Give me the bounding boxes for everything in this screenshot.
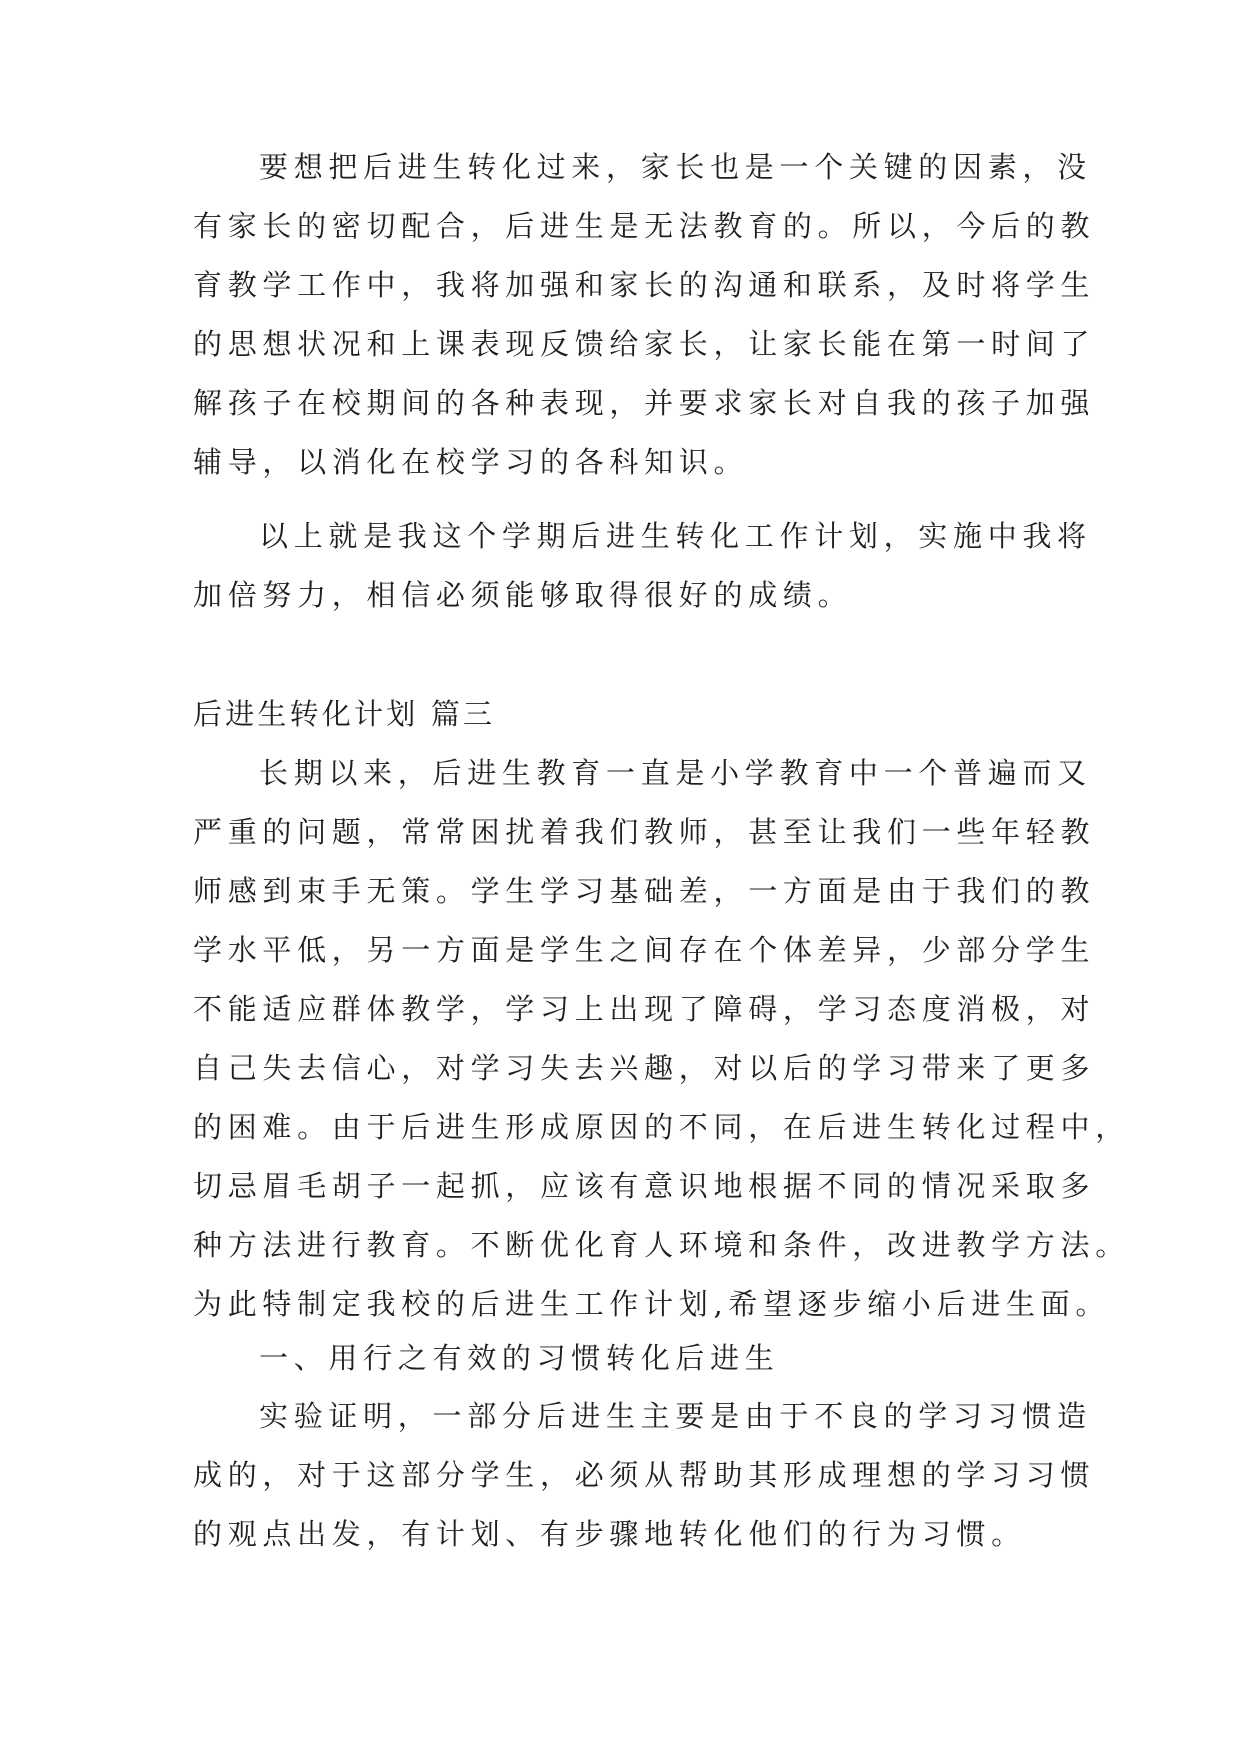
text-line: 种方法进行教育。不断优化育人环境和条件，改进教学方法。	[193, 1228, 1130, 1262]
text-line: 要想把后进生转化过来，家长也是一个关键的因素，没	[259, 150, 1092, 184]
paragraph-conclusion	[193, 507, 1092, 625]
text-line: 解孩子在校期间的各种表现，并要求家长对自我的孩子加强	[193, 386, 1096, 420]
text-line: 长期以来，后进生教育一直是小学教育中一个普遍而又	[259, 756, 1092, 790]
text-line: 的思想状况和上课表现反馈给家长，让家长能在第一时间了	[193, 327, 1096, 361]
subheading-habits	[193, 1329, 1053, 1388]
subheading-text: 一、用行之有效的习惯转化后进生	[259, 1341, 780, 1375]
text-line: 以上就是我这个学期后进生转化工作计划，实施中我将	[259, 519, 1092, 553]
text-line: 加倍努力，相信必须能够取得很好的成绩。	[193, 578, 853, 612]
text-line: 学水平低，另一方面是学生之间存在个体差异，少部分学生	[193, 933, 1096, 967]
paragraph-parents-role	[193, 138, 1096, 492]
text-line: 的观点出发，有计划、有步骤地转化他们的行为习惯。	[193, 1517, 1026, 1551]
text-line: 成的，对于这部分学生，必须从帮助其形成理想的学习习惯	[193, 1458, 1096, 1492]
text-line: 实验证明，一部分后进生主要是由于不良的学习习惯造	[259, 1399, 1092, 1433]
paragraph-introduction	[193, 744, 1130, 1334]
text-line: 严重的问题，常常困扰着我们教师，甚至让我们一些年轻教	[193, 815, 1096, 849]
text-line: 切忌眉毛胡子一起抓，应该有意识地根据不同的情况采取多	[193, 1169, 1096, 1203]
paragraph-experiment	[193, 1387, 1096, 1564]
text-line: 为此特制定我校的后进生工作计划,希望逐步缩小后进生面。	[193, 1287, 1111, 1321]
text-line: 育教学工作中，我将加强和家长的沟通和联系，及时将学生	[193, 268, 1096, 302]
section-heading: 后进生转化计划 篇三	[193, 697, 496, 731]
text-line: 不能适应群体教学，学习上出现了障碍，学习态度消极，对	[193, 992, 1096, 1026]
text-line: 有家长的密切配合，后进生是无法教育的。所以，今后的教	[193, 209, 1096, 243]
text-line: 辅导，以消化在校学习的各科知识。	[193, 445, 749, 479]
text-line: 师感到束手无策。学生学习基础差，一方面是由于我们的教	[193, 874, 1096, 908]
text-line: 自己失去信心，对学习失去兴趣，对以后的学习带来了更多	[193, 1051, 1096, 1085]
text-line: 的困难。由于后进生形成原因的不同，在后进生转化过程中，	[193, 1110, 1130, 1144]
